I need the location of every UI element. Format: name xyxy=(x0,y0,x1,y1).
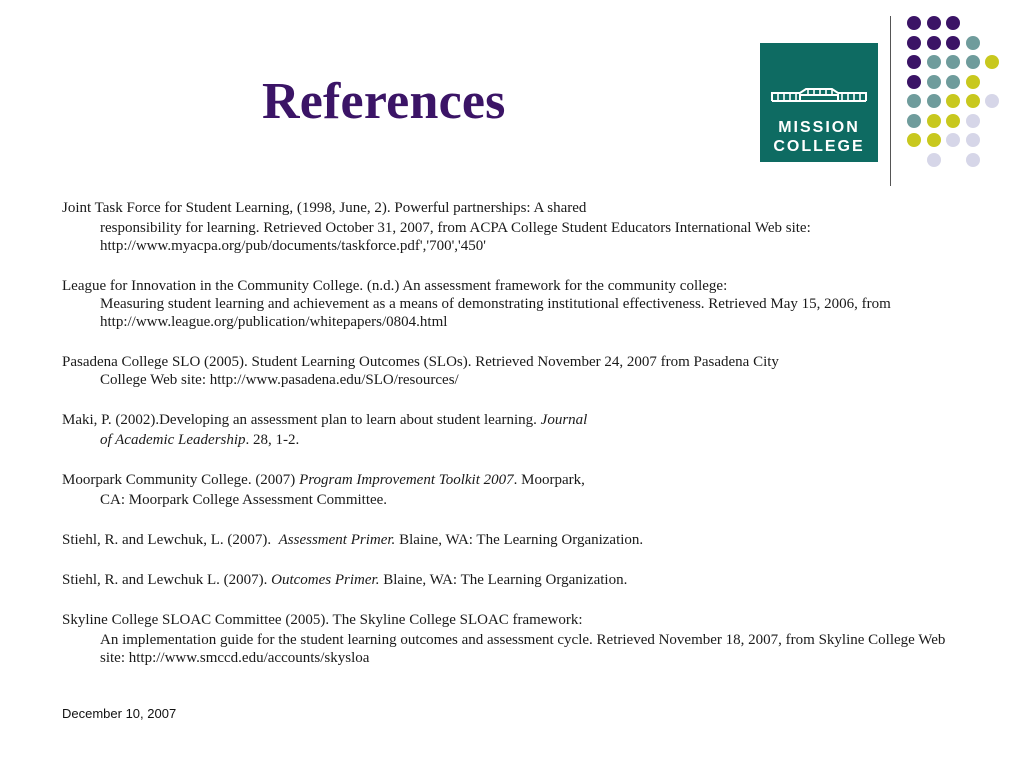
decorative-dot xyxy=(927,55,941,69)
reference-first-line xyxy=(62,411,962,429)
slide-title: References xyxy=(262,73,506,130)
reference-italic-text: Assessment Primer. xyxy=(278,532,396,548)
reference-text: . 28, 1-2. xyxy=(245,432,300,448)
decorative-dot xyxy=(966,133,980,147)
reference-item xyxy=(62,571,962,589)
reference-text: Maki, P. (2002).Developing an assessment plan to learn about student learning. xyxy=(62,412,541,428)
reference-item xyxy=(62,611,962,667)
decorative-dot xyxy=(907,36,921,50)
reference-continuation: Measuring student learning and achievement as a means of demonstrating institutional effectiveness. Retrieved May 15, 2006, from http://www.league.org/publication/whitepapers/0804.html xyxy=(100,296,891,330)
reference-list xyxy=(62,199,962,689)
reference-item xyxy=(62,471,962,509)
reference-italic-text: Program Improvement Toolkit 2007 xyxy=(299,472,514,488)
decorative-dot xyxy=(966,55,980,69)
reference-text: Blaine, WA: The Learning Organization. xyxy=(379,572,628,588)
reference-first-line: Joint Task Force for Student Learning, (1998, June, 2). Powerful partnerships: A shared xyxy=(62,200,587,216)
decorative-dot xyxy=(946,94,960,108)
decorative-dot xyxy=(907,55,921,69)
reference-first-line xyxy=(62,531,962,549)
reference-continuation: College Web site: http://www.pasadena.edu/SLO/resources/ xyxy=(100,372,459,388)
decorative-dot xyxy=(927,94,941,108)
decorative-dot xyxy=(946,133,960,147)
reference-first-line: Pasadena College SLO (2005). Student Learning Outcomes (SLOs). Retrieved November 24, 2007 from Pasadena City xyxy=(62,354,779,370)
reference-continuation: An implementation guide for the student learning outcomes and assessment cycle. Retrieved November 18, 2007, from Skyline College Web site: http://www.smccd.edu/accounts/skysloa xyxy=(100,632,946,666)
reference-italic-text: of Academic Leadership xyxy=(100,432,246,448)
decorative-dot xyxy=(907,94,921,108)
mission-college-logo xyxy=(760,43,878,162)
decorative-dot xyxy=(927,133,941,147)
decorative-dot xyxy=(907,114,921,128)
reference-first-line xyxy=(62,471,962,489)
reference-continuation: CA: Moorpark College Assessment Committee. xyxy=(100,492,388,508)
decorative-dot xyxy=(966,75,980,89)
decorative-dot xyxy=(927,153,941,167)
building-icon xyxy=(760,43,878,162)
reference-continuation xyxy=(62,431,962,449)
decorative-dot xyxy=(907,133,921,147)
decorative-dot xyxy=(946,16,960,30)
decorative-dot xyxy=(966,114,980,128)
reference-item xyxy=(62,199,962,255)
decorative-dot xyxy=(946,75,960,89)
decorative-dot xyxy=(985,94,999,108)
reference-text: . Moorpark, xyxy=(513,472,585,488)
decorative-dot xyxy=(966,94,980,108)
reference-item xyxy=(62,353,962,389)
reference-text: Stiehl, R. and Lewchuk L. (2007). xyxy=(62,572,272,588)
reference-text: Moorpark Community College. (2007) xyxy=(62,472,300,488)
footer-date: December 10, 2007 xyxy=(62,706,177,721)
reference-italic-text: Outcomes Primer. xyxy=(271,572,380,588)
decorative-dot xyxy=(946,114,960,128)
decorative-dot-grid xyxy=(905,10,1015,170)
decorative-dot xyxy=(985,55,999,69)
divider-line xyxy=(890,16,891,186)
decorative-dot xyxy=(927,114,941,128)
decorative-dot xyxy=(927,36,941,50)
logo-line2: COLLEGE xyxy=(773,138,865,155)
decorative-dot xyxy=(966,36,980,50)
logo-line1: MISSION xyxy=(778,119,860,136)
decorative-dot xyxy=(927,16,941,30)
reference-item xyxy=(62,531,962,549)
reference-item xyxy=(62,411,962,449)
reference-text: Blaine, WA: The Learning Organization. xyxy=(395,532,644,548)
reference-continuation: responsibility for learning. Retrieved October 31, 2007, from ACPA College Student Educators International Web site: http://www.myacpa.org/pub/documents/taskforce.pdf','700','450' xyxy=(100,220,811,254)
reference-first-line: Skyline College SLOAC Committee (2005). The Skyline College SLOAC framework: xyxy=(62,612,583,628)
decorative-dot xyxy=(927,75,941,89)
reference-text: Stiehl, R. and Lewchuk, L. (2007). xyxy=(62,532,279,548)
reference-italic-text: Journal xyxy=(540,412,588,428)
reference-first-line: League for Innovation in the Community College. (n.d.) An assessment framework for the community college: xyxy=(62,278,728,294)
decorative-dot xyxy=(946,55,960,69)
reference-first-line xyxy=(62,571,962,589)
decorative-dot xyxy=(907,75,921,89)
decorative-dot xyxy=(907,16,921,30)
decorative-dot xyxy=(966,153,980,167)
decorative-dot xyxy=(946,36,960,50)
reference-item xyxy=(62,277,962,331)
